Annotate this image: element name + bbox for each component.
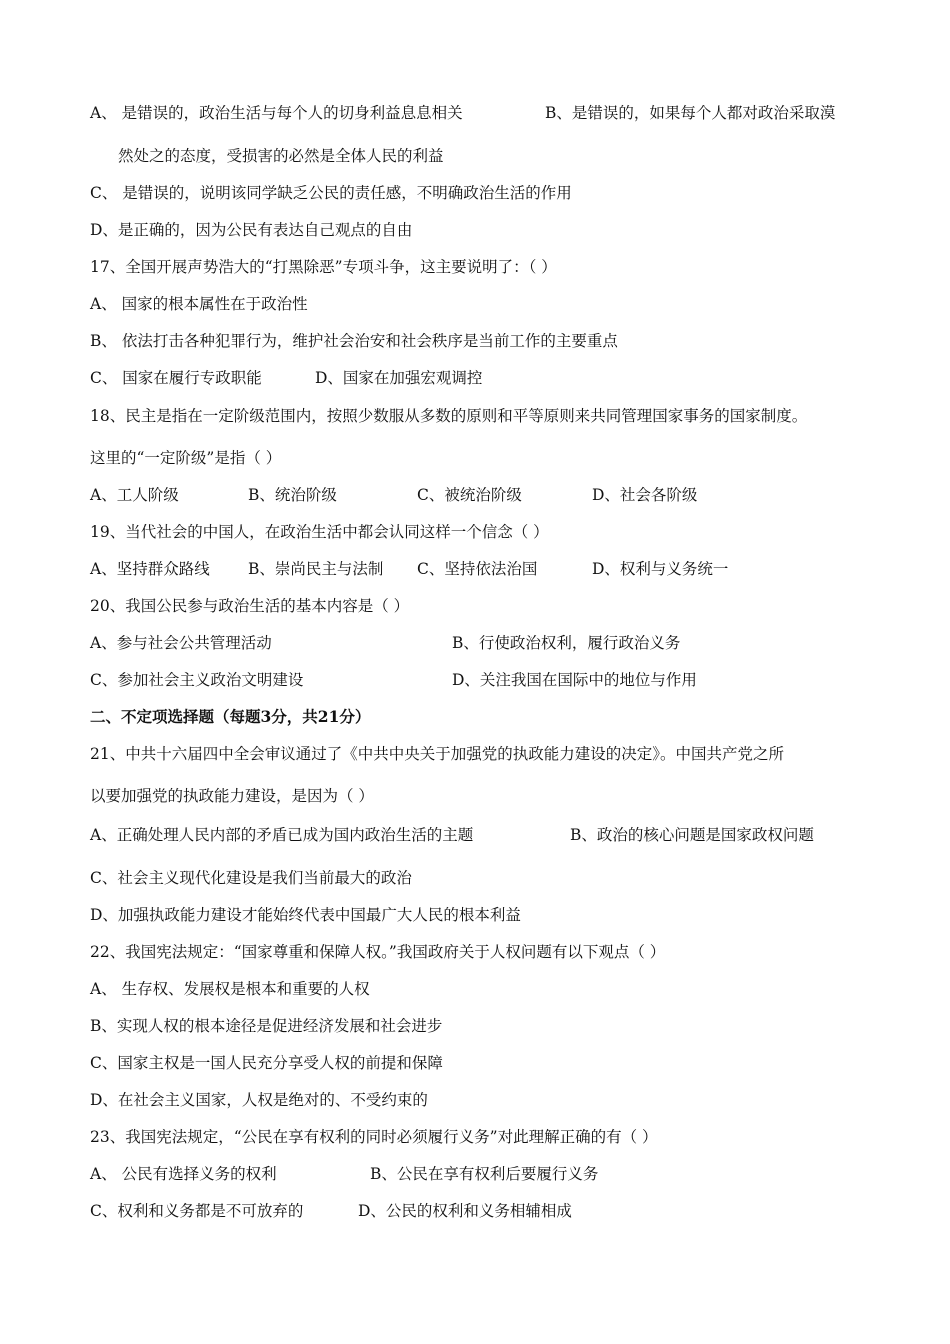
- q18-option-d: D、社会各阶级: [592, 486, 698, 504]
- q19-option-b: B、崇尚民主与法制: [248, 560, 384, 578]
- q21-option-d: D、加强执政能力建设才能始终代表中国最广大人民的根本利益: [90, 906, 521, 924]
- q17-option-b: B、 依法打击各种犯罪行为，维护社会治安和社会秩序是当前工作的主要重点: [90, 332, 618, 350]
- q20-option-b: B、行使政治权利，履行政治义务: [452, 634, 681, 652]
- q19-option-c: C、坚持依法治国: [417, 560, 538, 578]
- q16-option-c: C、 是错误的，说明该同学缺乏公民的责任感，不明确政治生活的作用: [90, 184, 572, 202]
- q23-options-cd: [90, 1201, 572, 1221]
- q21-option-c: C、社会主义现代化建设是我们当前最大的政治: [90, 869, 412, 887]
- q22-option-c: C、国家主权是一国人民充分享受人权的前提和保障: [90, 1054, 443, 1072]
- q23-option-c: C、权利和义务都是不可放弃的: [90, 1202, 304, 1220]
- q20-option-a: A、参与社会公共管理活动: [90, 634, 272, 652]
- q20-options-cd: [90, 670, 697, 690]
- q23-option-b: B、公民在享有权利后要履行义务: [370, 1165, 599, 1183]
- section-heading: 二、不定项选择题（每题3分，共21分）: [90, 707, 371, 726]
- q22-option-b: B、实现人权的根本途径是促进经济发展和社会进步: [90, 1017, 443, 1035]
- q17-options-cd: [90, 368, 483, 388]
- q17-option-a: A、 国家的根本属性在于政治性: [90, 295, 308, 313]
- q20-option-c: C、参加社会主义政治文明建设: [90, 671, 304, 689]
- q21-option-a: A、正确处理人民内部的矛盾已成为国内政治生活的主题: [90, 826, 474, 844]
- q23-option-a: A、 公民有选择义务的权利: [90, 1165, 277, 1183]
- q18-options: [90, 485, 698, 505]
- q18-stem-line1: 18、民主是指在一定阶级范围内，按照少数服从多数的原则和平等原则来共同管理国家事务的国家制度。: [90, 407, 808, 425]
- q17-stem: 17、全国开展声势浩大的“打黑除恶”专项斗争，这主要说明了：（ ）: [90, 258, 557, 276]
- q17-option-d: D、国家在加强宏观调控: [315, 369, 483, 387]
- q19-stem: 19、当代社会的中国人，在政治生活中都会认同这样一个信念（ ）: [90, 523, 549, 541]
- q19-option-d: D、权利与义务统一: [592, 560, 729, 578]
- q21-option-b: B、政治的核心问题是国家政权问题: [570, 826, 814, 844]
- q16-option-b: B、是错误的，如果每个人都对政治采取漠: [545, 104, 836, 122]
- q23-option-d: D、公民的权利和义务相辅相成: [358, 1202, 572, 1220]
- q18-option-a: A、工人阶级: [90, 486, 179, 504]
- q22-option-a: A、 生存权、发展权是根本和重要的人权: [90, 980, 370, 998]
- q21-options-ab: [90, 825, 814, 845]
- q22-option-d: D、在社会主义国家，人权是绝对的、不受约束的: [90, 1091, 428, 1109]
- q16-option-b-continued: 然处之的态度，受损害的必然是全体人民的利益: [118, 147, 444, 165]
- q19-option-a: A、坚持群众路线: [90, 560, 210, 578]
- q16-option-d: D、是正确的，因为公民有表达自己观点的自由: [90, 221, 413, 239]
- q20-options-ab: [90, 633, 681, 653]
- q21-stem-line2: 以要加强党的执政能力建设，是因为（ ）: [90, 787, 374, 805]
- q18-stem-line2: 这里的“一定阶级”是指（ ）: [90, 449, 282, 467]
- q22-stem: 22、我国宪法规定：“国家尊重和保障人权。”我国政府关于人权问题有以下观点（ ）: [90, 943, 666, 961]
- q20-stem: 20、我国公民参与政治生活的基本内容是（ ）: [90, 597, 410, 615]
- q23-stem: 23、我国宪法规定，“公民在享有权利的同时必须履行义务”对此理解正确的有（ ）: [90, 1128, 658, 1146]
- q18-option-b: B、统治阶级: [248, 486, 337, 504]
- q19-options: [90, 559, 729, 579]
- q21-stem-line1: 21、中共十六届四中全会审议通过了《中共中央关于加强党的执政能力建设的决定》。中国共产党之所: [90, 745, 784, 763]
- q17-option-c: C、 国家在履行专政职能: [90, 369, 262, 387]
- q16-option-a: A、 是错误的，政治生活与每个人的切身利益息息相关 B、是错误的，如果每个人都对政治采取漠: [90, 104, 836, 122]
- q23-options-ab: [90, 1164, 599, 1184]
- q20-option-d: D、关注我国在国际中的地位与作用: [452, 671, 697, 689]
- q18-option-c: C、被统治阶级: [417, 486, 522, 504]
